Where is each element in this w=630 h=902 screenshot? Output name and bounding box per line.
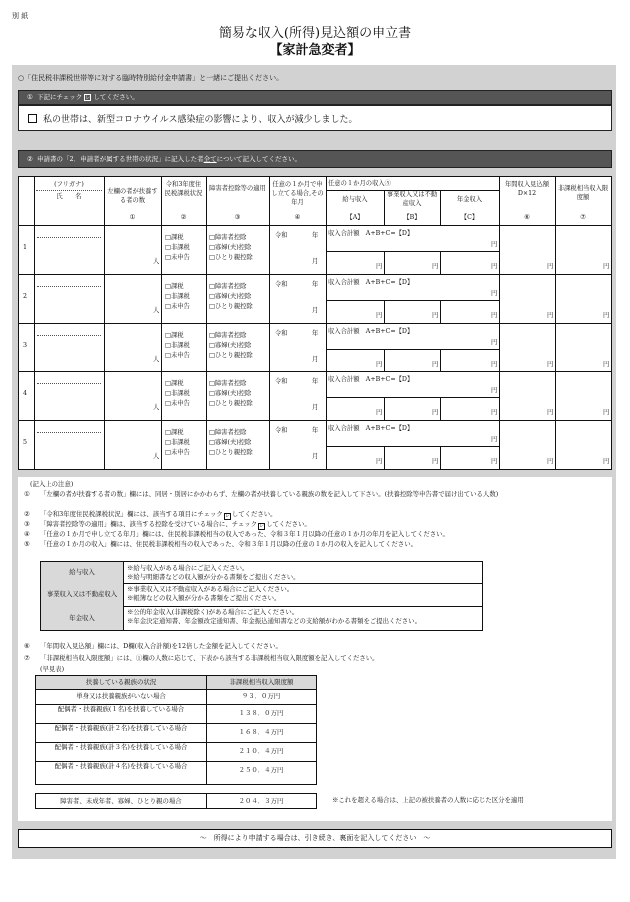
income-split-line — [326, 397, 499, 398]
submission-notice: ○「住民税非課税世帯等に対する臨時特別給付金申請書」と一緒にご提出ください。 — [18, 74, 284, 82]
quick-reference-table — [35, 675, 317, 785]
header-name: 氏 名 — [56, 193, 82, 200]
documents-label-cell: 年金収入 — [41, 606, 123, 630]
tax-status-option[interactable]: □課税 — [165, 331, 184, 339]
quick-table-status: 配偶者・扶養親族(計２名)を扶養している場合 — [54, 724, 188, 732]
income-total-label: 収入合計額 A+B+C=【D】 — [328, 376, 414, 384]
person-unit: 人 — [153, 404, 160, 412]
month-label: 月 — [312, 404, 319, 412]
note-number: ⑦ — [24, 654, 30, 662]
era-label: 令和 — [275, 378, 288, 386]
salary-yen: 円 — [376, 409, 383, 417]
deduction-option[interactable]: □ひとり親控除 — [209, 254, 253, 261]
deduction-option[interactable]: □障害者控除 — [209, 429, 247, 437]
deduction-option[interactable]: □寡婦(夫)控除 — [209, 341, 252, 349]
tax-status-option[interactable]: □非課税 — [165, 439, 190, 447]
person-unit: 人 — [153, 258, 160, 265]
header-salary-tag: 【A】 — [346, 214, 364, 221]
quick-table-header-line — [36, 689, 316, 690]
quick-table-amount: ２５０．４万円 — [238, 766, 284, 774]
deduction-option[interactable]: □ひとり親控除 — [209, 302, 253, 310]
quick-table-status: 単身又は扶養親族がいない場合 — [76, 692, 166, 700]
income-decrease-statement — [28, 114, 357, 126]
table-column-line — [440, 190, 441, 225]
name-field[interactable] — [36, 288, 102, 318]
annual-yen: 円 — [547, 409, 554, 417]
quick-table-column-line — [206, 676, 207, 784]
quick-table-title: (早見表) — [40, 665, 65, 673]
row-number: 1 — [23, 244, 28, 251]
income-total-yen: 円 — [491, 436, 498, 444]
note-text: 「任意の１か月で申し立てる年月」欄には、住民税非課税相当の収入であった、令和３年１月以降の任意の１か月の年月を記入してください。 — [40, 530, 449, 538]
check-mark-icon: レ — [259, 523, 265, 529]
income-split-line — [326, 251, 499, 252]
note-text-post: してください。 — [266, 520, 311, 528]
year-label: 年 — [312, 280, 319, 288]
deduction-option[interactable]: □寡婦(夫)控除 — [209, 439, 252, 447]
notes-section — [18, 477, 612, 821]
era-label: 令和 — [275, 232, 288, 239]
note-number: ③ — [24, 520, 30, 528]
section2-instruction: 申請書の「2．申請者が属する世帯の状況」に記入した者 — [36, 154, 204, 163]
deduction-option[interactable]: □寡婦(夫)控除 — [209, 244, 252, 251]
tax-status-option[interactable]: □未申告 — [165, 302, 190, 310]
quick-table-amount: １３８．０万円 — [238, 709, 284, 717]
annual-yen: 円 — [547, 360, 554, 368]
month-label: 月 — [312, 258, 319, 265]
header-pension: 年金収入 — [456, 196, 483, 203]
business-yen: 円 — [432, 409, 439, 417]
deduction-option[interactable]: □障害者控除 — [209, 234, 247, 241]
note-text: 「非課税相当収入限度額」には、①欄の人数に応じて、下表から該当する非課税相当収入限度額を記入してください。 — [40, 654, 379, 662]
business-yen: 円 — [432, 458, 439, 466]
tax-status-option[interactable]: □未申告 — [165, 254, 190, 261]
section2-bar — [18, 150, 612, 168]
salary-yen: 円 — [376, 360, 383, 368]
quick-table-header-limit: 非課税相当収入限度額 — [207, 676, 316, 689]
pension-yen: 円 — [491, 360, 498, 368]
note-text-pre: 「障害者控除等の適用」欄は、該当する控除を受けている場合に、チェック — [40, 520, 258, 528]
pension-yen: 円 — [491, 311, 498, 319]
header-month-num: ④ — [294, 214, 301, 221]
person-unit: 人 — [153, 453, 160, 461]
table-row — [19, 225, 611, 274]
name-divider — [37, 237, 101, 238]
person-unit: 人 — [153, 355, 160, 363]
tax-status-option[interactable]: □未申告 — [165, 351, 190, 359]
documents-requirement: ※公的年金収入(非課税除く)がある場合にご記入ください。 — [127, 608, 299, 616]
note-text: 「任意の１か月の収入」欄には、住民税非課税相当の収入であった、令和３年１月以降の任意の１か月の収入を記入してください。 — [40, 540, 417, 548]
income-split-column — [384, 446, 385, 469]
income-split-column — [384, 397, 385, 420]
deduction-option[interactable]: □ひとり親控除 — [209, 400, 253, 408]
check-mark-icon: レ — [85, 95, 91, 101]
pension-yen: 円 — [491, 263, 498, 270]
deduction-option[interactable]: □障害者控除 — [209, 380, 247, 388]
note-text: 「左欄の者が扶養する者の数」欄には、同居・別居にかかわらず、左欄の者が扶養している親族の数を記入して下さい。(扶養控除等申告書で届け出ている人数) — [40, 490, 499, 498]
header-furigana: (フリガナ) — [54, 181, 84, 188]
income-split-line — [326, 300, 499, 301]
table-row — [19, 420, 611, 469]
header-annual-num: ⑥ — [524, 214, 530, 221]
month-label: 月 — [312, 306, 319, 314]
name-divider — [37, 335, 101, 336]
section2-number: ② — [27, 154, 33, 163]
limit-yen: 円 — [603, 311, 610, 319]
income-documents-table — [40, 561, 483, 631]
tax-status-option[interactable]: □未申告 — [165, 400, 190, 408]
quick-table-amount: ９３．０万円 — [241, 692, 281, 700]
income-split-column — [440, 300, 441, 323]
income-split-column — [440, 446, 441, 469]
header-income-group: 任意の１か月の収入⑤ — [328, 180, 391, 187]
salary-yen: 円 — [376, 458, 383, 466]
quick-table-status: 配偶者・扶養親族(１名)を扶養している場合 — [57, 705, 185, 713]
quick-table-status: 配偶者・扶養親族(計３名)を扶養している場合 — [54, 743, 188, 751]
header-dependents: 左欄の者が扶養する者の数 — [107, 188, 158, 204]
deduction-option[interactable]: □障害者控除 — [209, 331, 247, 339]
section1-instruction-end: してください。 — [93, 93, 139, 102]
special-case-amount: ２０４．３万円 — [238, 797, 284, 805]
note-number: ② — [24, 510, 30, 518]
tax-status-option[interactable]: □課税 — [165, 282, 184, 290]
business-yen: 円 — [432, 311, 439, 319]
check-mark-icon: レ — [224, 513, 230, 519]
header-business-tag: 【B】 — [403, 214, 421, 221]
tax-status-option[interactable]: □課税 — [165, 234, 184, 241]
annual-yen: 円 — [547, 311, 554, 319]
quick-table-amount: １６８．４万円 — [238, 728, 284, 736]
era-label: 令和 — [275, 329, 288, 337]
section1-number: ① — [27, 93, 33, 102]
name-field[interactable] — [36, 239, 102, 269]
quick-table-amount: ２１０．４万円 — [238, 747, 284, 755]
special-case-table — [35, 793, 317, 809]
special-case-note: ※これを超える場合は、上記の被扶養者の人数に応じた区分を適用 — [332, 796, 524, 804]
deduction-option[interactable]: □障害者控除 — [209, 282, 247, 290]
era-label: 令和 — [275, 280, 288, 288]
name-divider — [37, 286, 101, 287]
tax-status-option[interactable]: □課税 — [165, 429, 184, 437]
deduction-option[interactable]: □ひとり親控除 — [209, 449, 253, 457]
year-label: 年 — [312, 329, 319, 337]
income-total-label: 収入合計額 A+B+C=【D】 — [328, 425, 414, 433]
quick-table-status: 配偶者・扶養親族(計４名)を扶養している場合 — [54, 762, 188, 770]
table-column-line — [384, 190, 385, 225]
income-split-column — [384, 300, 385, 323]
limit-yen: 円 — [603, 458, 610, 466]
page-title: 簡易な収入(所得)見込額の申立書 — [218, 26, 412, 41]
income-split-line — [326, 349, 499, 350]
documents-label-cell: 給与収入 — [41, 562, 123, 583]
documents-column-line — [123, 562, 124, 630]
salary-yen: 円 — [376, 263, 383, 270]
documents-requirement: ※帳簿などの収入額が分かる書類をご提出ください。 — [127, 594, 281, 602]
note-text-post: してください。 — [231, 510, 277, 518]
note-text-pre: 「令和3年度住民税課税状況」欄には、該当する項目にチェック — [40, 510, 223, 518]
business-yen: 円 — [432, 360, 439, 368]
income-total-yen: 円 — [491, 241, 498, 248]
year-label: 年 — [312, 232, 319, 239]
documents-requirement: ※給与収入がある場合にご記入ください。 — [127, 564, 249, 572]
header-deduction-num: ③ — [234, 214, 241, 221]
name-field[interactable] — [36, 337, 102, 367]
documents-requirement: ※給与明細書などの収入額が分かる書類をご提出ください。 — [127, 573, 300, 581]
year-label: 年 — [312, 427, 319, 435]
header-tax-status: 令和3年度住民税課税状況 — [164, 181, 203, 197]
table-row — [19, 371, 611, 420]
note-text: 「年間収入見込額」欄には、D欄(収入合計額)を12倍した金額を記入してください。 — [40, 642, 282, 650]
tax-status-option[interactable]: □非課税 — [165, 292, 190, 300]
income-split-column — [440, 349, 441, 372]
income-total-yen: 円 — [491, 338, 498, 346]
deduction-option[interactable]: □寡婦(夫)控除 — [209, 390, 252, 398]
person-unit: 人 — [153, 306, 160, 314]
income-total-label: 収入合計額 A+B+C=【D】 — [328, 327, 414, 335]
section1-instruction: 下記にチェック — [36, 93, 83, 102]
tax-status-option[interactable]: □非課税 — [165, 341, 190, 349]
income-split-line — [326, 446, 499, 447]
year-label: 年 — [312, 378, 319, 386]
income-total-label: 収入合計額 A+B+C=【D】 — [328, 278, 414, 286]
era-label: 令和 — [275, 427, 288, 435]
section2-underlined: 全て — [203, 154, 217, 163]
pension-yen: 円 — [491, 409, 498, 417]
note-number: ④ — [24, 530, 30, 538]
note-number: ⑤ — [24, 540, 30, 548]
business-yen: 円 — [432, 263, 439, 270]
limit-yen: 円 — [603, 409, 610, 417]
row-number: 4 — [23, 390, 28, 398]
header-deduction: 障害者控除等の適用 — [209, 185, 266, 192]
document-label: 別 紙 — [12, 12, 29, 20]
header-month: 任意の１か月で申し立てる場合,その年月 — [271, 181, 324, 206]
income-split-column — [440, 397, 441, 420]
name-field[interactable] — [36, 385, 102, 415]
page-subtitle: 【家計急変者】 — [269, 43, 361, 58]
salary-yen: 円 — [376, 311, 383, 319]
statement-checkbox[interactable] — [28, 114, 37, 123]
row-number: 3 — [23, 341, 28, 349]
income-total-yen: 円 — [491, 289, 498, 297]
row-number: 5 — [23, 439, 28, 447]
name-divider — [37, 432, 101, 433]
limit-yen: 円 — [603, 360, 610, 368]
annual-yen: 円 — [547, 263, 554, 270]
deduction-option[interactable]: □ひとり親控除 — [209, 351, 253, 359]
documents-requirement: ※事業収入又は不動産収入がある場合にご記入ください。 — [127, 585, 294, 593]
header-business: 事業収入又は不動産収入 — [386, 191, 438, 207]
month-label: 月 — [312, 453, 319, 461]
name-field[interactable] — [36, 434, 102, 464]
limit-yen: 円 — [603, 263, 610, 270]
month-label: 月 — [312, 355, 319, 363]
income-split-column — [384, 349, 385, 372]
special-case-column-line — [206, 794, 207, 808]
income-total-yen: 円 — [491, 387, 498, 395]
income-split-column — [440, 251, 441, 274]
income-split-column — [384, 251, 385, 274]
name-divider — [37, 383, 101, 384]
statement-text: 私の世帯は、新型コロナウイルス感染症の影響により、収入が減少しました。 — [43, 115, 358, 125]
header-dependents-num: ① — [129, 214, 136, 221]
notes-heading: (記入上の注意) — [30, 480, 74, 488]
section1-bar — [18, 90, 612, 105]
header-salary: 給与収入 — [342, 196, 368, 203]
section2-instruction-end: について記入してください。 — [216, 154, 301, 163]
furigana-divider — [36, 190, 102, 191]
quick-table-header-status: 扶養している親族の状況 — [36, 676, 206, 689]
tax-status-option[interactable]: □非課税 — [165, 244, 190, 251]
header-pension-tag: 【C】 — [460, 214, 479, 221]
tax-status-option[interactable]: □未申告 — [165, 449, 190, 457]
tax-status-option[interactable]: □課税 — [165, 380, 184, 388]
row-number: 2 — [23, 292, 28, 300]
annual-yen: 円 — [547, 458, 554, 466]
special-case-status: 障害者、未成年者、寡婦、ひとり親の場合 — [60, 797, 182, 805]
income-total-label: 収入合計額 A+B+C=【D】 — [328, 230, 414, 237]
footer-notice: ～ 所得により申請する場合は、引き続き、裏面を記入してください ～ — [18, 829, 612, 848]
deduction-option[interactable]: □寡婦(夫)控除 — [209, 292, 252, 300]
header-limit-num: ⑦ — [580, 214, 586, 221]
documents-label-cell: 事業収入又は不動産収入 — [41, 583, 123, 606]
header-limit: 非課税相当収入限度額 — [557, 185, 609, 201]
header-annual: 年間収入見込額D×12 — [504, 181, 550, 197]
table-row — [19, 274, 611, 323]
table-row — [19, 323, 611, 372]
note-number: ⑥ — [24, 642, 30, 650]
documents-requirement: ※年金決定通知書、年金額改定通知書、年金振込通知書などの支給額がわかる書類をご提出ください。 — [127, 617, 421, 625]
pension-yen: 円 — [491, 458, 498, 466]
header-tax-status-num: ② — [180, 214, 187, 221]
note-number: ① — [24, 490, 30, 498]
tax-status-option[interactable]: □非課税 — [165, 390, 190, 398]
household-income-table — [18, 176, 612, 470]
